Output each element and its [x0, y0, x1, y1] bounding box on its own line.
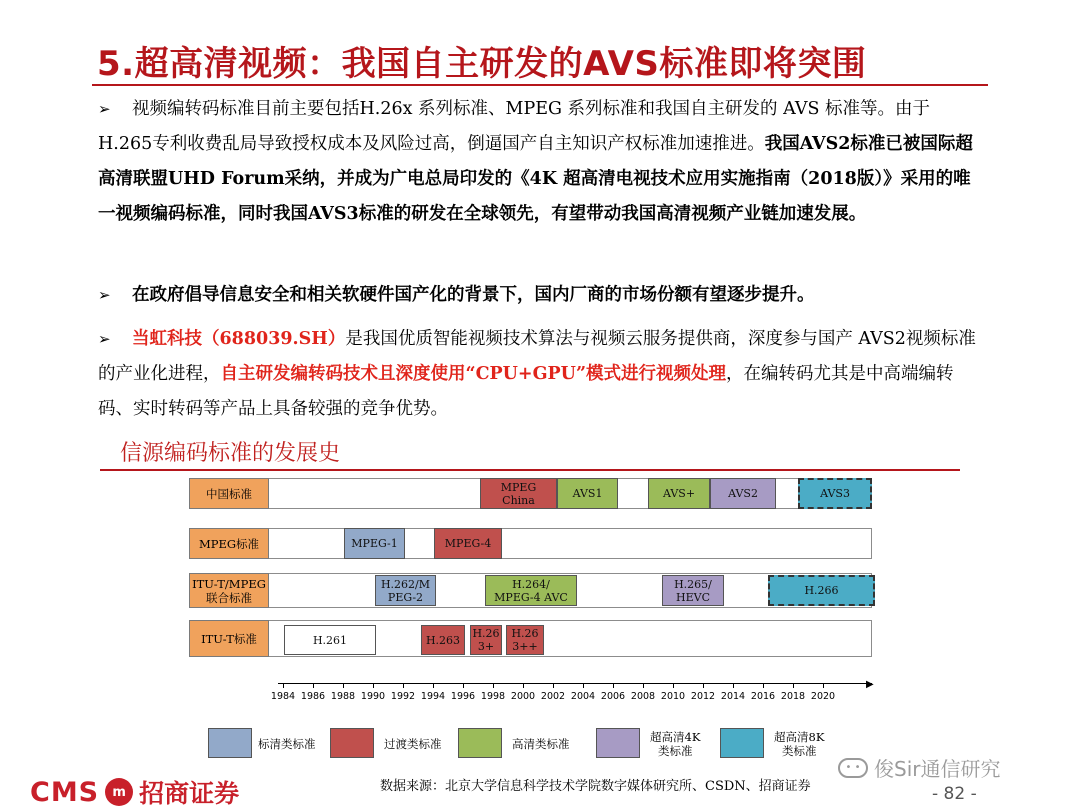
legend-swatch-4k: [596, 728, 640, 758]
para3-highlight: 自主研发编转码技术且深度使用“CPU+GPU”模式进行视频处理: [220, 364, 727, 384]
bullet-arrow-icon: ➢: [98, 100, 111, 118]
timeline-tick: [493, 683, 494, 688]
timeline-tick: [583, 683, 584, 688]
watermark: [838, 753, 1000, 782]
legend-label-sd: 标清类标准: [258, 737, 316, 751]
box-mpeg-china: MPEG China: [480, 478, 557, 509]
legend-swatch-8k: [720, 728, 764, 758]
box-h266: H.266: [768, 575, 875, 606]
lane-mpeg: [189, 528, 872, 559]
para3-text: 是我国优质智能视频技术算法与视频云服务提供商，深度参与国产 AVS2视频标准的产业化进程，: [98, 329, 976, 384]
box-avs2: AVS2: [710, 478, 776, 509]
timeline-year-label: 2014: [720, 691, 746, 702]
timeline-tick: [283, 683, 284, 688]
legend-label-8k: 超高清8K 类标准: [774, 730, 825, 758]
timeline-tick: [463, 683, 464, 688]
timeline-tick: [613, 683, 614, 688]
category-itut: ITU-T标准: [189, 620, 269, 657]
wechat-icon: • •: [838, 758, 868, 778]
timeline-tick: [433, 683, 434, 688]
logo-mark-icon: m: [105, 778, 133, 806]
timeline-tick: [373, 683, 374, 688]
box-avs3: AVS3: [798, 478, 872, 509]
timeline-year-label: 2012: [690, 691, 716, 702]
timeline-tick: [403, 683, 404, 688]
timeline-tick: [763, 683, 764, 688]
para1-text: 视频编转码标准目前主要包括H.26x 系列标准、MPEG 系列标准和我国自主研发的 AVS 标准等。由于H.265专利收费乱局导致授权成本及风险过高，倒逼国产自主知识产权标准加速推进。: [98, 99, 931, 154]
page-number: - 82 -: [932, 784, 977, 804]
timeline-year-label: 2016: [750, 691, 776, 702]
bullet-arrow-icon: ➢: [98, 286, 111, 304]
timeline-tick: [343, 683, 344, 688]
timeline-year-label: 2002: [540, 691, 566, 702]
box-avs-plus: AVS+: [648, 478, 710, 509]
timeline-year-label: 1996: [450, 691, 476, 702]
timeline-tick: [313, 683, 314, 688]
timeline-year-label: 2008: [630, 691, 656, 702]
timeline-year-label: 1986: [300, 691, 326, 702]
diagram-title: 信源编码标准的发展史: [120, 441, 341, 466]
legend-label-hd: 高清类标准: [512, 737, 570, 751]
timeline-axis: [278, 683, 872, 684]
diagram-title-divider: [100, 469, 960, 471]
timeline-year-label: 1988: [330, 691, 356, 702]
box-mpeg1: MPEG-1: [344, 528, 405, 559]
data-source: 数据来源：北京大学信息科学技术学院数字媒体研究所、CSDN、招商证券: [380, 779, 811, 794]
box-h263: H.263: [421, 625, 465, 655]
category-china: 中国标准: [189, 478, 269, 509]
timeline-tick: [793, 683, 794, 688]
title-divider: [92, 84, 988, 86]
timeline-year-label: 2000: [510, 691, 536, 702]
watermark-text: 俊Sir通信研究: [874, 757, 1001, 781]
timeline-year-label: 1994: [420, 691, 446, 702]
bullet-paragraph-2: [98, 278, 980, 313]
timeline-year-label: 2020: [810, 691, 836, 702]
legend-swatch-sd: [208, 728, 252, 758]
legend-label-4k: 超高清4K 类标准: [650, 730, 701, 758]
para3-text-2: ，在编转码尤其是中高端编转码、实时转码等产品上具备较强的竞争优势。: [98, 364, 954, 419]
timeline-year-label: 2018: [780, 691, 806, 702]
page-title: 5.超高清视频：我国自主研发的AVS标准即将突围: [97, 44, 867, 84]
box-avs1: AVS1: [557, 478, 618, 509]
category-joint: ITU-T/MPEG 联合标准: [189, 573, 269, 608]
legend-swatch-hd: [458, 728, 502, 758]
timeline-year-label: 2004: [570, 691, 596, 702]
logo-cn-text: 招商证券: [139, 779, 240, 808]
timeline-arrow-icon: ▶: [866, 679, 874, 690]
box-h262: H.262/M PEG-2: [375, 575, 436, 606]
timeline-tick: [553, 683, 554, 688]
legend-swatch-transition: [330, 728, 374, 758]
company-name: 当虹科技（688039.SH）: [132, 329, 346, 349]
bullet-paragraph-3: [98, 322, 980, 427]
timeline-year-label: 1984: [270, 691, 296, 702]
timeline-year-label: 1992: [390, 691, 416, 702]
timeline-tick: [823, 683, 824, 688]
timeline-tick: [643, 683, 644, 688]
para2-bold-text: 在政府倡导信息安全和相关软硬件国产化的背景下，国内厂商的市场份额有望逐步提升。: [132, 285, 815, 305]
timeline-tick: [703, 683, 704, 688]
timeline-year-label: 2006: [600, 691, 626, 702]
legend-label-transition: 过渡类标准: [384, 737, 442, 751]
timeline-year-label: 1990: [360, 691, 386, 702]
logo-cms-text: CMS: [30, 776, 100, 808]
box-h261: H.261: [284, 625, 376, 655]
timeline-tick: [673, 683, 674, 688]
box-h263-plus: H.26 3+: [470, 625, 502, 655]
timeline-year-label: 1998: [480, 691, 506, 702]
timeline-tick: [733, 683, 734, 688]
box-h265: H.265/ HEVC: [662, 575, 724, 606]
category-mpeg: MPEG标准: [189, 528, 269, 559]
box-h263-plusplus: H.26 3++: [506, 625, 544, 655]
timeline-year-label: 2010: [660, 691, 686, 702]
box-mpeg4: MPEG-4: [434, 528, 502, 559]
para1-bold-text: 我国AVS2标准已被国际超高清联盟UHD Forum采纳，并成为广电总局印发的《4K 超高清电视技术应用实施指南（2018版）》采用的唯一视频编码标准，同时我国AVS3标准的研发在全球领先，有望带动我国高清视频产业链加速发展。: [98, 134, 973, 224]
bullet-arrow-icon: ➢: [98, 330, 111, 348]
bullet-paragraph-1: [98, 92, 980, 232]
timeline-tick: [523, 683, 524, 688]
broker-logo: [30, 774, 239, 810]
box-h264: H.264/ MPEG-4 AVC: [485, 575, 577, 606]
